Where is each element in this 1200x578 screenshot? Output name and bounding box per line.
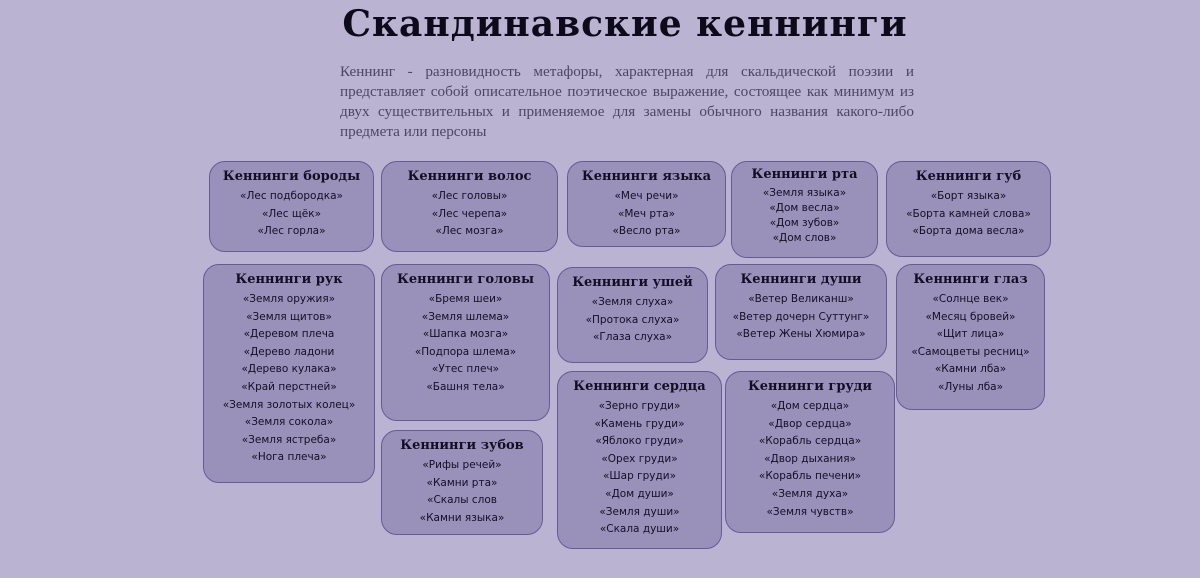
card-tongue-kennings [567,161,726,247]
list-item: «Подпора шлема» [414,345,517,358]
list-item: «Земля чувств» [766,505,854,518]
list-item: «Лес черепа» [431,207,508,220]
list-item: «Скала души» [599,523,680,536]
list-item: «Протока слуха» [585,313,680,326]
intro-paragraph: Кеннинг - разновидность метафоры, характерная для скальдической поэзии и представляет собой описательное поэтическое выражение, состоящее как минимум из двух существительных и применяемое для замены обычного названия какого-либо предмета или персоны [340,63,914,140]
list-item: «Ветер дочерн Суттунг» [732,310,870,323]
card-title: Кеннинги ушей [572,275,693,290]
list-item: «Двор сердца» [768,417,852,430]
list-item: «Земля слуха» [591,296,674,308]
list-item: «Корабль сердца» [758,435,862,448]
list-item: «Дом сердца» [770,400,850,412]
card-head-kennings [381,264,550,421]
list-item: «Глаза слуха» [592,331,673,344]
card-title: Кеннинги глаз [913,272,1028,287]
card-lips-kennings [886,161,1051,257]
list-item: «Месяц бровей» [925,310,1016,323]
list-item: «Камень груди» [594,417,685,430]
list-item: «Меч рта» [617,207,676,220]
list-item: «Земля щитов» [246,310,332,323]
card-title: Кеннинги зубов [400,438,524,453]
card-soul-kennings [715,264,887,360]
card-mouth-kennings [731,161,878,258]
list-item: «Земля ястреба» [241,433,337,446]
list-item: «Лес щёк» [261,207,321,220]
list-item: «Земля языка» [762,187,847,199]
card-heart-kennings [557,371,722,549]
card-title: Кеннинги волос [407,169,532,184]
card-title: Кеннинги сердца [573,379,706,394]
list-item: «Земля души» [599,505,680,518]
list-item: «Скалы слов [427,494,497,507]
list-item: «Шапка мозга» [422,328,509,341]
list-item: «Утес плеч» [431,363,500,376]
list-item: «Край перстней» [241,380,337,393]
page-title: Скандинавские кеннинги [342,3,908,45]
list-item: «Корабль печени» [758,470,862,483]
list-item: «Камни лба» [934,363,1007,376]
list-item: «Шар груди» [603,470,676,483]
list-item: «Ветер Великанш» [748,293,854,305]
list-item: «Орех груди» [601,452,678,465]
card-title: Кеннинги губ [915,169,1022,184]
list-item: «Дерево ладони [243,345,335,358]
list-item: «Камни языка» [419,511,505,524]
card-title: Кеннинги головы [397,272,534,287]
card-hands-kennings [203,264,375,483]
list-item: «Лес горла» [257,225,326,238]
list-item: «Деревом плеча [243,328,335,341]
list-item: «Бремя шеи» [428,293,503,305]
list-item: «Борта камней слова» [906,207,1031,220]
list-item: «Солнце век» [932,293,1009,305]
list-item: «Меч речи» [614,190,679,202]
list-item: «Дом слов» [772,232,837,244]
card-title: Кеннинги бороды [222,169,361,184]
card-title: Кеннинги груди [747,379,873,394]
list-item: «Рифы речей» [422,459,502,471]
list-item: «Двор дыхания» [764,452,856,465]
list-item: «Борт языка» [930,190,1007,202]
list-item: «Зерно груди» [598,400,681,412]
list-item: «Ветер Жены Хюмира» [736,328,866,341]
card-chest-kennings [725,371,895,533]
list-item: «Земля сокола» [244,416,334,429]
list-item: «Щит лица» [936,328,1005,341]
list-item: «Дом души» [605,487,674,500]
list-item: «Башня тела» [426,380,505,393]
list-item: «Лес мозга» [435,225,504,238]
card-title: Кеннинги рук [235,272,343,287]
list-item: «Весло рта» [612,225,681,238]
card-ears-kennings [557,267,708,363]
list-item: «Лес подбородка» [240,190,343,202]
list-item: «Камни рта» [426,476,498,489]
list-item: «Лес головы» [431,190,508,202]
list-item: «Дерево кулака» [241,363,337,376]
list-item: «Земля оружия» [242,293,336,305]
list-item: «Нога плеча» [251,451,327,464]
list-item: «Земля шлема» [421,310,510,323]
list-item: «Земля золотых колец» [222,398,356,411]
card-eyes-kennings [896,264,1045,410]
card-hair-kennings [381,161,558,252]
card-beard-kennings [209,161,374,252]
card-title: Кеннинги рта [751,167,858,182]
list-item: «Яблоко груди» [595,435,684,448]
list-item: «Борта дома весла» [912,225,1025,238]
list-item: «Самоцветы ресниц» [911,345,1030,358]
card-title: Кеннинги языка [581,169,712,184]
list-item: «Луны лба» [937,380,1004,393]
card-teeth-kennings [381,430,543,535]
card-title: Кеннинги души [740,272,862,287]
list-item: «Дом зубов» [769,217,840,229]
list-item: «Земля духа» [771,487,849,500]
list-item: «Дом весла» [769,202,840,214]
